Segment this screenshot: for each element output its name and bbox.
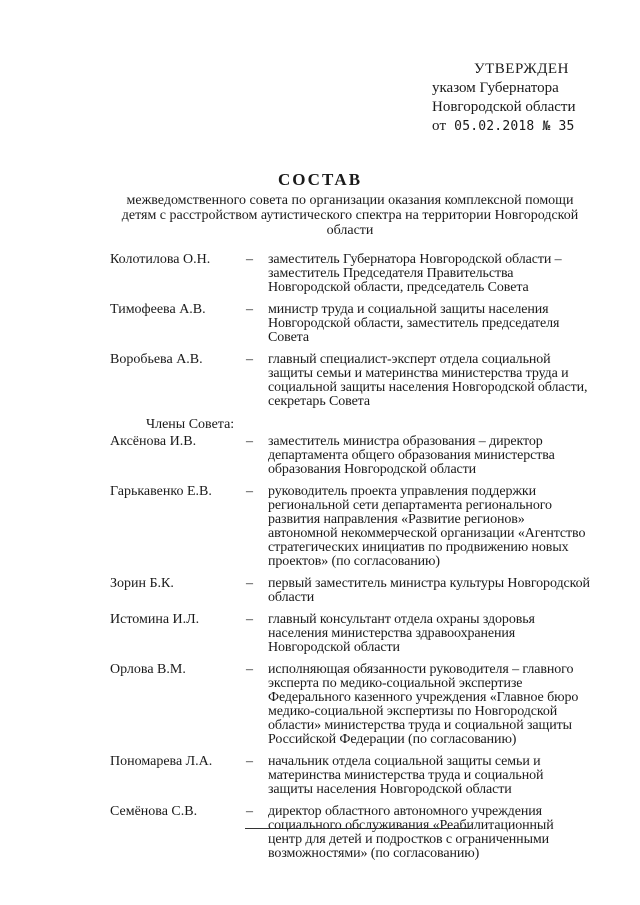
member-position: главный специалист-эксперт отдела социальной защиты семьи и материнства министерства труда и социальной защиты населения Новгородской области, секретарь Совета: [268, 352, 588, 409]
member-position: заместитель министра образования – директор департамента общего образования министерства образования Новгородской области: [268, 434, 555, 477]
member-dash: –: [246, 612, 253, 627]
member-dash: –: [246, 662, 253, 677]
member-row: [110, 435, 590, 477]
member-name: Колотилова О.Н.: [110, 252, 211, 267]
member-row: [110, 485, 590, 569]
member-name: Истомина И.Л.: [110, 612, 200, 627]
member-dash: –: [246, 754, 253, 769]
approval-region: Новгородской области: [432, 99, 576, 115]
member-name: Орлова В.М.: [110, 662, 186, 677]
member-position: исполняющая обязанности руководителя – главного эксперта по медико-социальной экспертизе Федерального казенного учреждения «Главное бюро медико-социальной экспертизы по Новгородской области» министерства труда и социальной защиты Российской Федерации (по согласованию): [268, 662, 579, 747]
member-dash: –: [246, 576, 253, 591]
document-title: СОСТАВ: [277, 170, 363, 189]
member-row: [110, 755, 590, 797]
council-composition: [110, 253, 590, 861]
member-position: директор областного автономного учреждения социального обслуживания «Реабилитационный центр для детей и подростков с ограниченными возможностями» (по согласованию): [268, 804, 554, 861]
member-name: Аксёнова И.В.: [110, 434, 197, 449]
member-dash: –: [246, 484, 253, 499]
member-position: министр труда и социальной защиты населения Новгородской области, заместитель председателя Совета: [268, 302, 560, 345]
member-name: Воробьева А.В.: [110, 352, 203, 367]
member-dash: –: [246, 252, 253, 267]
member-position: главный консультант отдела охраны здоровья населения министерства здравоохранения Новгородской области: [268, 612, 535, 655]
approval-date-line: [432, 117, 622, 136]
member-dash: –: [246, 352, 253, 367]
member-row: [110, 303, 590, 345]
member-row: [110, 253, 590, 295]
member-name: Семёнова С.В.: [110, 804, 198, 819]
members-section-label: Члены Совета:: [146, 417, 235, 432]
document-subtitle: межведомственного совета по организации оказания комплексной помощи детям с расстройством аутистического спектра на территории Новгородской области: [121, 193, 579, 238]
member-position: заместитель Губернатора Новгородской области – заместитель Председателя Правительства Новгородской области, председатель Совета: [268, 252, 562, 295]
member-position: начальник отдела социальной защиты семьи и материнства министерства труда и социальной защиты населения Новгородской области: [268, 754, 544, 797]
member-row: [110, 663, 590, 747]
member-position: первый заместитель министра культуры Новгородской области: [268, 576, 590, 605]
member-dash: –: [246, 434, 253, 449]
member-row: [110, 805, 590, 861]
member-row: [110, 577, 590, 605]
approval-date-prefix: от: [432, 118, 447, 134]
approval-block: [432, 60, 622, 136]
member-name: Зорин Б.К.: [110, 576, 174, 591]
member-row: [110, 353, 590, 409]
approval-authority: указом Губернатора: [432, 80, 559, 96]
approval-date: 05.02.2018 № 35: [454, 119, 575, 134]
member-dash: –: [246, 302, 253, 317]
member-name: Пономарева Л.А.: [110, 754, 213, 769]
member-position: руководитель проекта управления поддержки региональной сети департамента регионального развития направления «Развитие регионов» автономной некоммерческой организации «Агентство стратегических инициатив по продвижению новых проектов» (по согласованию): [268, 484, 586, 569]
member-name: Гарькавенко Е.В.: [110, 484, 212, 499]
member-row: [110, 613, 590, 655]
closing-divider: [245, 828, 471, 829]
member-dash: –: [246, 804, 253, 819]
approval-heading: УТВЕРЖДЕН: [474, 61, 569, 77]
member-name: Тимофеева А.В.: [110, 302, 206, 317]
